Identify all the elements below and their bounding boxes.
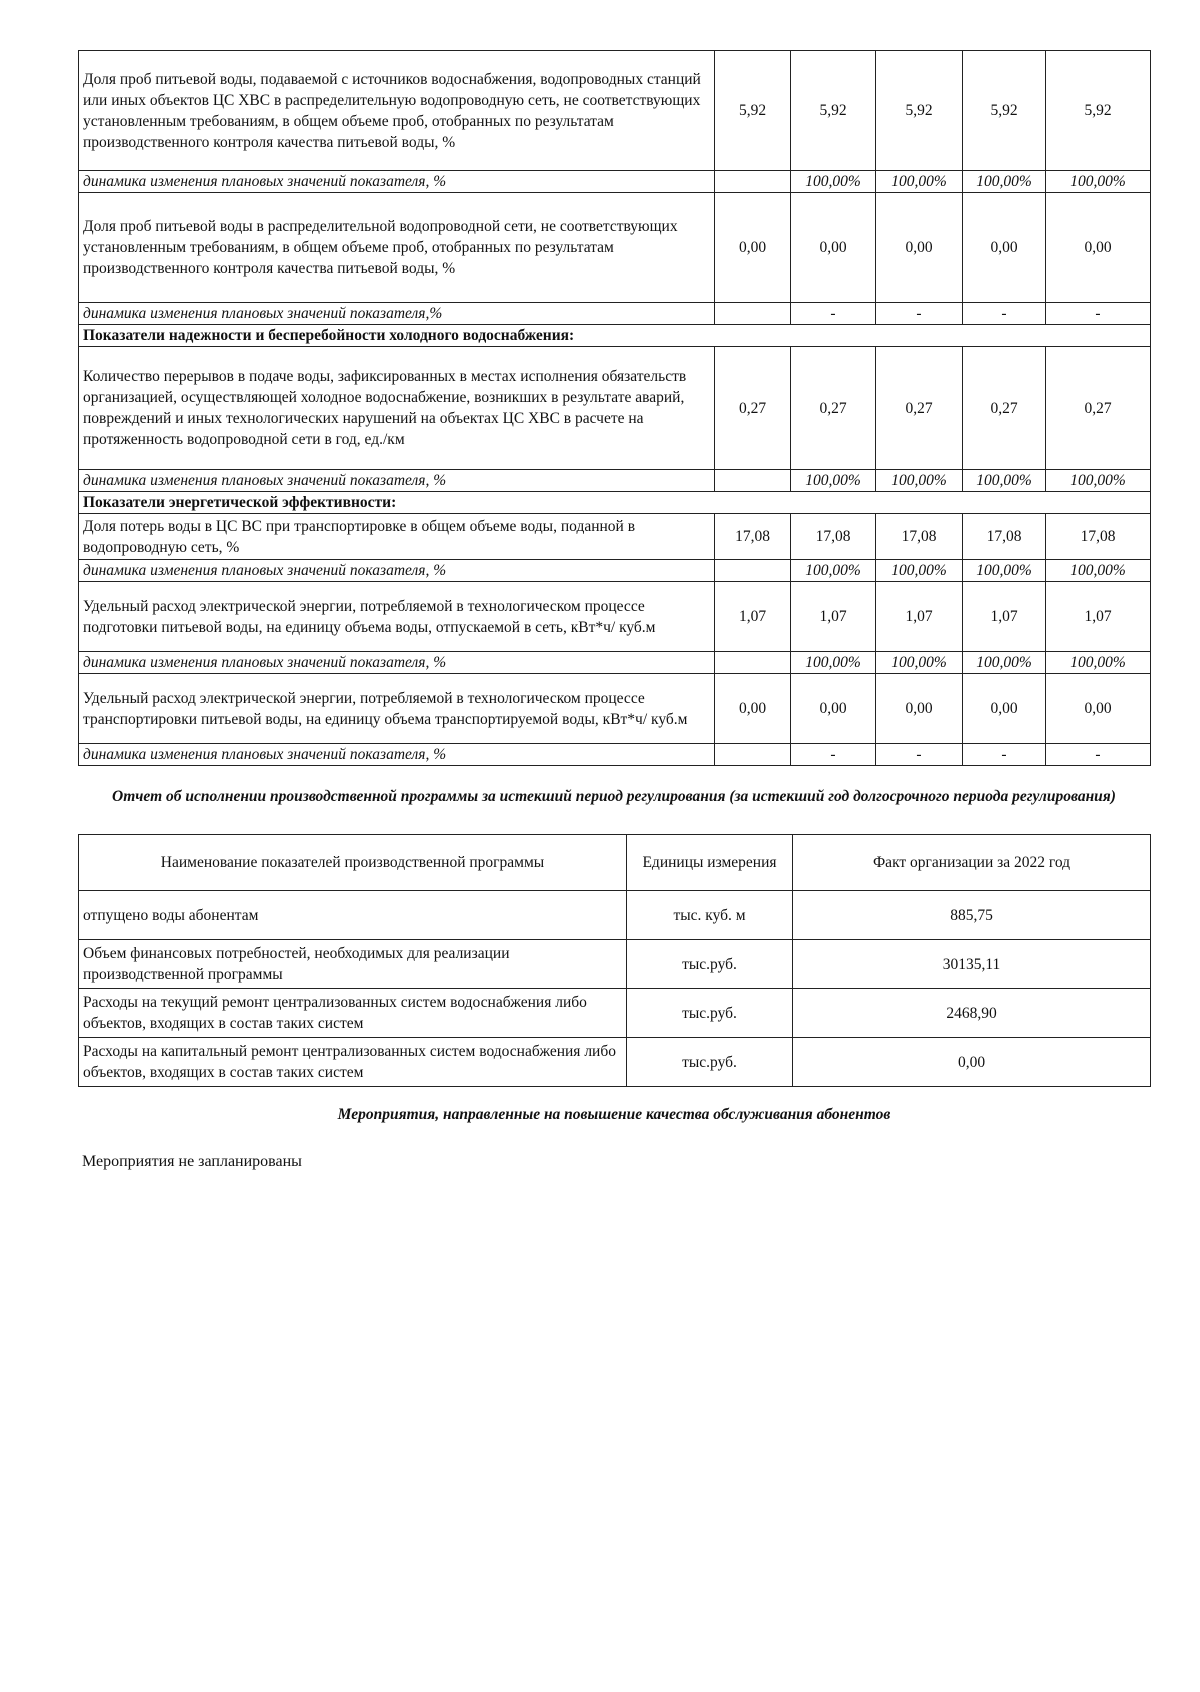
value-cell: - (791, 744, 876, 766)
value-cell: 100,00% (963, 560, 1046, 582)
value-cell: 17,08 (1046, 514, 1151, 560)
dynamics-label: динамика изменения плановых значений показателя, % (79, 171, 715, 193)
value-cell: - (1046, 744, 1151, 766)
value-cell (715, 744, 791, 766)
report-row-fact: 2468,90 (793, 989, 1151, 1038)
value-cell: - (791, 303, 876, 325)
value-cell: 0,27 (876, 347, 963, 470)
report-row-fact: 30135,11 (793, 940, 1151, 989)
value-cell: 0,00 (791, 674, 876, 744)
value-cell: 1,07 (1046, 582, 1151, 652)
indicator-label: Удельный расход электрической энергии, потребляемой в технологическом процессе транспортировки питьевой воды, на единицу объема транспортируемой воды, кВт*ч/ куб.м (79, 674, 715, 744)
value-cell: 0,00 (876, 193, 963, 303)
value-cell: 5,92 (715, 51, 791, 171)
value-cell: - (963, 744, 1046, 766)
measures-heading: Мероприятия, направленные на повышение качества обслуживания абонентов (337, 1106, 891, 1123)
measures-text: Мероприятия не запланированы (82, 1153, 302, 1170)
value-cell: 0,00 (963, 674, 1046, 744)
section-row (79, 492, 1151, 514)
column-header-fact: Факт организации за 2022 год (793, 835, 1151, 891)
column-header-name: Наименование показателей производственной программы (79, 835, 627, 891)
table-row (79, 989, 1151, 1038)
indicator-label: Удельный расход электрической энергии, потребляемой в технологическом процессе подготовки питьевой воды, на единицу объема воды, отпускаемой в сеть, кВт*ч/ куб.м (79, 582, 715, 652)
value-cell: 100,00% (1046, 171, 1151, 193)
value-cell: 0,27 (963, 347, 1046, 470)
value-cell (715, 171, 791, 193)
dynamics-row (79, 652, 1151, 674)
value-cell: 100,00% (791, 171, 876, 193)
value-cell: 1,07 (876, 582, 963, 652)
dynamics-row (79, 744, 1151, 766)
table-row (79, 891, 1151, 940)
section-row (79, 325, 1151, 347)
table-row (79, 514, 1151, 560)
value-cell: 1,07 (791, 582, 876, 652)
value-cell: 0,27 (715, 347, 791, 470)
value-cell: 100,00% (963, 470, 1046, 492)
value-cell: 17,08 (715, 514, 791, 560)
value-cell: 0,27 (791, 347, 876, 470)
value-cell: 5,92 (791, 51, 876, 171)
value-cell: - (876, 744, 963, 766)
value-cell: 0,00 (791, 193, 876, 303)
report-row-fact: 0,00 (793, 1038, 1151, 1087)
table-row (79, 940, 1151, 989)
value-cell: 17,08 (876, 514, 963, 560)
value-cell: 100,00% (791, 470, 876, 492)
report-row-name: Расходы на капитальный ремонт централизованных систем водоснабжения либо объектов, входящих в состав таких систем (79, 1038, 627, 1087)
report-row-name: Расходы на текущий ремонт централизованных систем водоснабжения либо объектов, входящих в состав таких систем (79, 989, 627, 1038)
indicators-table (78, 50, 1151, 766)
report-row-name: Объем финансовых потребностей, необходимых для реализации производственной программы (79, 940, 627, 989)
value-cell: 100,00% (1046, 470, 1151, 492)
dynamics-label: динамика изменения плановых значений показателя,% (79, 303, 715, 325)
table-row (79, 674, 1151, 744)
value-cell: 100,00% (791, 560, 876, 582)
report-row-unit: тыс.руб. (627, 940, 793, 989)
value-cell: 5,92 (1046, 51, 1151, 171)
indicator-label: Количество перерывов в подаче воды, зафиксированных в местах исполнения обязательств организацией, осуществляющей холодное водоснабжение, возникших в результате аварий, повреждений и иных технологических нарушений на объектах ЦС ХВС в расчете на протяженность водопроводной сети в год, ед./км (79, 347, 715, 470)
indicator-label: Доля проб питьевой воды в распределительной водопроводной сети, не соответствующих установленным требованиям, в общем объеме проб, отобранных по результатам производственного контроля качества питьевой воды, % (79, 193, 715, 303)
dynamics-label: динамика изменения плановых значений показателя, % (79, 744, 715, 766)
dynamics-label: динамика изменения плановых значений показателя, % (79, 470, 715, 492)
value-cell: 0,00 (876, 674, 963, 744)
report-row-unit: тыс.руб. (627, 989, 793, 1038)
indicator-label: Доля потерь воды в ЦС ВС при транспортировке в общем объеме воды, поданной в водопроводную сеть, % (79, 514, 715, 560)
value-cell: 100,00% (1046, 560, 1151, 582)
report-row-unit: тыс.руб. (627, 1038, 793, 1087)
value-cell: 0,00 (715, 193, 791, 303)
value-cell: 0,00 (1046, 193, 1151, 303)
value-cell: 0,00 (963, 193, 1046, 303)
value-cell: 0,00 (715, 674, 791, 744)
report-heading: Отчет об исполнении производственной программы за истекший период регулирования (за истекший год долгосрочного периода регулирования) (112, 788, 1116, 805)
value-cell: - (876, 303, 963, 325)
dynamics-row (79, 171, 1151, 193)
dynamics-row (79, 303, 1151, 325)
table-row (79, 1038, 1151, 1087)
table-row (79, 347, 1151, 470)
value-cell (715, 560, 791, 582)
report-table (78, 834, 1151, 1087)
value-cell: 100,00% (791, 652, 876, 674)
value-cell: - (963, 303, 1046, 325)
report-row-fact: 885,75 (793, 891, 1151, 940)
value-cell: - (1046, 303, 1151, 325)
dynamics-row (79, 560, 1151, 582)
value-cell: 100,00% (876, 470, 963, 492)
value-cell: 100,00% (963, 652, 1046, 674)
value-cell: 100,00% (963, 171, 1046, 193)
value-cell: 100,00% (876, 560, 963, 582)
value-cell (715, 303, 791, 325)
report-row-unit: тыс. куб. м (627, 891, 793, 940)
value-cell (715, 470, 791, 492)
value-cell: 0,00 (1046, 674, 1151, 744)
value-cell: 100,00% (1046, 652, 1151, 674)
value-cell: 100,00% (876, 652, 963, 674)
value-cell: 0,27 (1046, 347, 1151, 470)
report-row-name: отпущено воды абонентам (79, 891, 627, 940)
table-header-row (79, 835, 1151, 891)
section-heading: Показатели надежности и бесперебойности холодного водоснабжения: (79, 325, 1151, 347)
value-cell: 100,00% (876, 171, 963, 193)
dynamics-row (79, 470, 1151, 492)
value-cell: 1,07 (963, 582, 1046, 652)
dynamics-label: динамика изменения плановых значений показателя, % (79, 652, 715, 674)
table-row (79, 193, 1151, 303)
dynamics-label: динамика изменения плановых значений показателя, % (79, 560, 715, 582)
value-cell: 17,08 (791, 514, 876, 560)
value-cell: 5,92 (876, 51, 963, 171)
column-header-unit: Единицы измерения (627, 835, 793, 891)
value-cell: 17,08 (963, 514, 1046, 560)
value-cell: 5,92 (963, 51, 1046, 171)
value-cell (715, 652, 791, 674)
table-row (79, 51, 1151, 171)
table-row (79, 582, 1151, 652)
indicator-label: Доля проб питьевой воды, подаваемой с источников водоснабжения, водопроводных станций или иных объектов ЦС ХВС в распределительную водопроводную сеть, не соответствующих установленным требованиям, в общем объеме проб, отобранных по результатам производственного контроля качества питьевой воды, % (79, 51, 715, 171)
section-heading: Показатели энергетической эффективности: (79, 492, 1151, 514)
value-cell: 1,07 (715, 582, 791, 652)
